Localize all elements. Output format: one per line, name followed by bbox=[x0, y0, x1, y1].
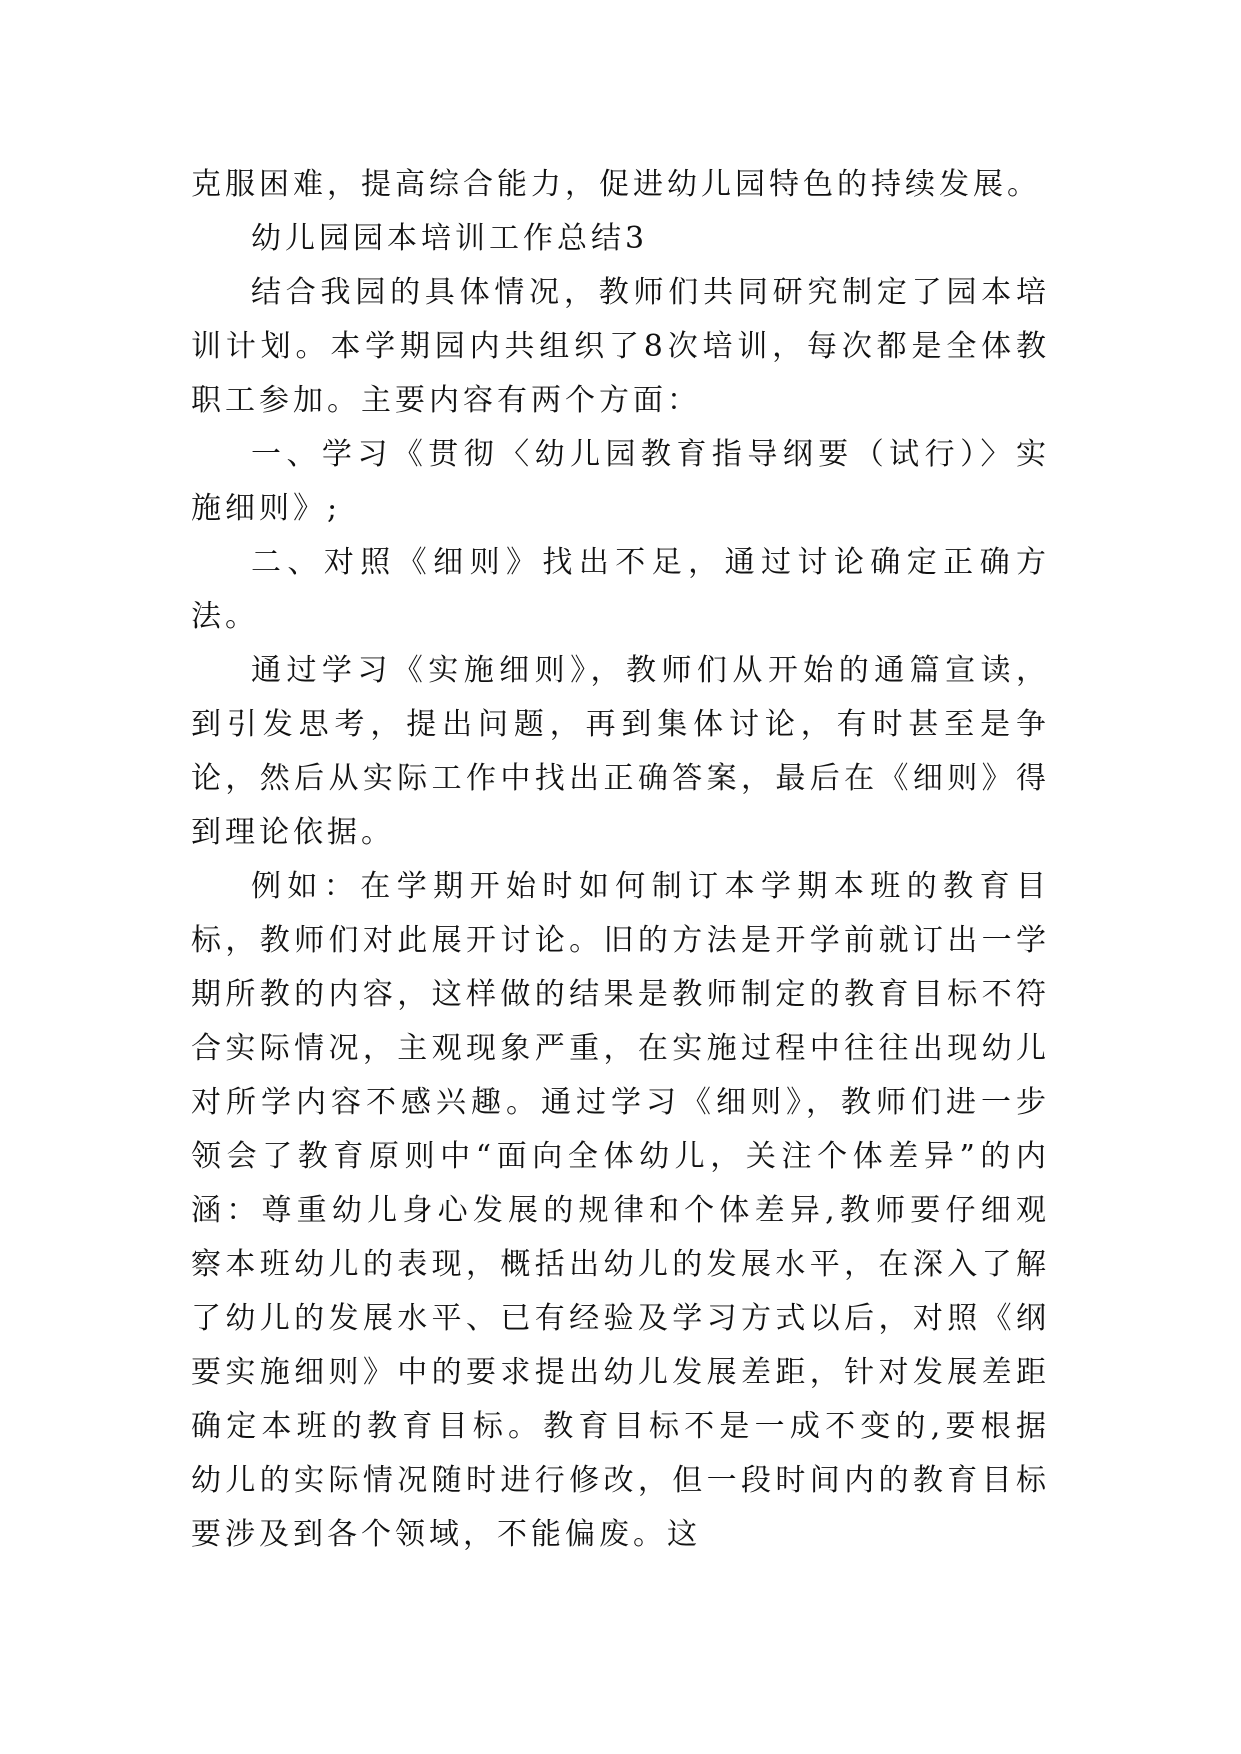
document-body bbox=[191, 158, 1050, 1562]
paragraph-study: 通过学习《实施细则》，教师们从开始的通篇宣读，到引发思考，提出问题，再到集体讨论，有时甚至是争论，然后从实际工作中找出正确答案，最后在《细则》得到理论依据。 bbox=[191, 653, 1050, 850]
list-item-2: 二、对照《细则》找出不足，通过讨论确定正确方法。 bbox=[191, 545, 1050, 634]
list-item-1: 一、学习《贯彻〈幼儿园教育指导纲要（试行）〉实施细则》; bbox=[191, 437, 1050, 526]
paragraph-continuation: 克服困难，提高综合能力，促进幼儿园特色的持续发展。 bbox=[191, 167, 1041, 202]
paragraph-intro: 结合我园的具体情况，教师们共同研究制定了园本培训计划。本学期园内共组织了8次培训，每次都是全体教职工参加。主要内容有两个方面： bbox=[191, 275, 1050, 418]
paragraph-example: 例如：在学期开始时如何制订本学期本班的教育目标，教师们对此展开讨论。旧的方法是开学前就订出一学期所教的内容，这样做的结果是教师制定的教育目标不符合实际情况，主观现象严重，在实施过程中往往出现幼儿对所学内容不感兴趣。通过学习《细则》，教师们进一步领会了教育原则中“面向全体幼儿，关注个体差异”的内涵：尊重幼儿身心发展的规律和个体差异,教师要仔细观察本班幼儿的表现，概括出幼儿的发展水平，在深入了解了幼儿的发展水平、已有经验及学习方式以后，对照《纲要实施细则》中的要求提出幼儿发展差距，针对发展差距确定本班的教育目标。教育目标不是一成不变的,要根据幼儿的实际情况随时进行修改，但一段时间内的教育目标要涉及到各个领域，不能偏废。这 bbox=[191, 869, 1050, 1552]
section-heading: 幼儿园园本培训工作总结3 bbox=[251, 221, 649, 256]
